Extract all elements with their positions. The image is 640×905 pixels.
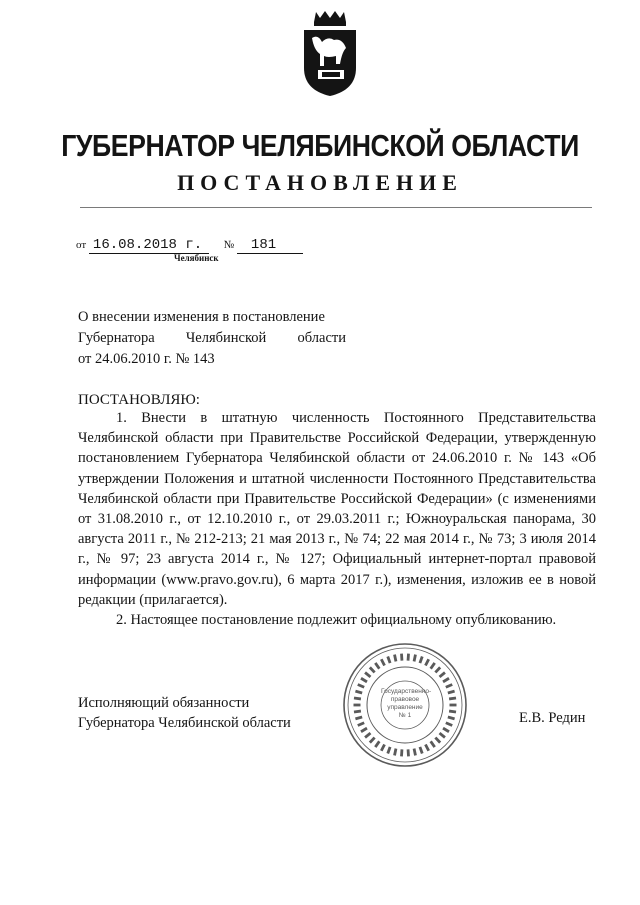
seal-ring-glyph — [434, 666, 441, 673]
seal-line: управление — [387, 704, 423, 711]
seal-ring-glyph — [357, 683, 365, 688]
seal-ring-glyph — [430, 741, 436, 748]
body-paragraph: 2. Настоящее постановление подлежит официальному опубликованию. — [116, 612, 557, 629]
registration-row — [76, 237, 303, 254]
seal-ring-glyph — [449, 697, 456, 701]
seal-line: Государственно- — [381, 688, 432, 695]
document-city: Челябинск — [174, 253, 219, 263]
seal-ring-glyph — [450, 704, 457, 707]
decree-word: ПОСТАНОВЛЯЮ: — [78, 392, 200, 408]
seal-ring-glyph — [386, 746, 391, 754]
signatory-position — [78, 693, 291, 733]
seal-ring-glyph — [439, 732, 446, 739]
header-divider — [80, 207, 592, 208]
signatory-name: Е.В. Редин — [519, 710, 586, 726]
seal-ring-glyph — [360, 727, 367, 733]
document-title: ГУБЕРНАТОР ЧЕЛЯБИНСКОЙ ОБЛАСТИ — [61, 128, 579, 163]
seal-ring-glyph — [354, 710, 361, 714]
document-body — [78, 408, 596, 630]
seal-ring-glyph — [380, 744, 386, 752]
seal-ring-glyph — [447, 690, 454, 695]
date-label: от — [76, 239, 87, 251]
subject-line: О внесении изменения в постановление — [78, 309, 325, 325]
seal-ring-glyph — [445, 683, 453, 688]
seal-ring-glyph — [445, 721, 453, 726]
seal-ring-glyph — [364, 671, 371, 678]
seal-ring-glyph — [424, 744, 430, 752]
seal-ring-glyph — [374, 662, 380, 669]
subject-line: Губернатора Челябинской области — [78, 330, 346, 346]
seal-ring-glyph — [407, 749, 410, 756]
seal-ring-glyph — [407, 654, 410, 661]
seal-ring-glyph — [419, 746, 424, 754]
number-label: № — [223, 239, 235, 251]
seal-ring-glyph — [430, 662, 436, 669]
seal-ring-glyph — [360, 677, 367, 683]
seal-ring-glyph — [355, 690, 362, 695]
seal-ring-glyph — [369, 666, 376, 673]
coat-of-arms-emblem — [298, 8, 362, 98]
seal-ring-glyph — [424, 659, 430, 667]
seal-ring-glyph — [357, 721, 365, 726]
seal-ring-glyph — [393, 654, 397, 661]
seal-ring-glyph — [355, 716, 362, 721]
seal-ring-glyph — [449, 710, 456, 714]
seal-line: № 1 — [398, 712, 412, 719]
seal-ring-glyph — [413, 748, 417, 755]
document-date: 16.08.2018 г. — [89, 237, 209, 254]
seal-ring-glyph — [380, 659, 386, 667]
official-seal — [340, 640, 470, 770]
document-type: ПОСТАНОВЛЕНИЕ — [177, 170, 463, 195]
subject-line: от 24.06.2010 г. № 143 — [78, 351, 215, 367]
seal-ring-glyph — [400, 749, 403, 756]
position-line: Губернатора Челябинской области — [78, 715, 291, 731]
seal-center-text — [381, 688, 432, 720]
seal-ring-glyph — [354, 704, 361, 707]
seal-ring-glyph — [442, 677, 449, 683]
seal-ring-glyph — [447, 716, 454, 721]
seal-ring-glyph — [364, 732, 371, 739]
seal-line: правовое — [390, 696, 420, 703]
seal-ring-glyph — [386, 656, 391, 664]
seal-ring-glyph — [369, 737, 376, 744]
body-paragraph: 1. Внести в штатную численность Постоянного Представительства Челябинской области при Правительстве Российской Федерации, утвержденную постановлением Губернатора Челябинской области от 24.06.2010 г. № 143 «Об утверждении Положения и штатной численности Постоянного Представительства Челябинской области при Правительстве Российской Федерации» (с изменениями от 31.08.2010 г., от 12.10.2010 г., от 29.03.2011 г.; Южноуральская панорама, 30 августа 2011 г., № 212-213; 21 мая 2013 г., № 74; 22 мая 2014 г., № 73; 3 июля 2014 г., № 97; 23 августа 2014 г., № 127; Официальный интернет-портал правовой информации (www.pravo.gov.ru), 6 марта 2017 г.), изменения, изложив ее в новой редакции (прилагается). — [78, 410, 596, 608]
seal-ring-glyph — [419, 656, 424, 664]
seal-ring-glyph — [439, 671, 446, 678]
seal-ring-glyph — [374, 741, 380, 748]
seal-ring-glyph — [442, 727, 449, 733]
document-number: 181 — [237, 237, 303, 254]
seal-ring-glyph — [400, 654, 403, 661]
document-subject — [78, 307, 346, 370]
seal-ring-glyph — [413, 654, 417, 661]
seal-ring-glyph — [393, 748, 397, 755]
seal-ring-glyph — [354, 697, 361, 701]
position-line: Исполняющий обязанности — [78, 695, 250, 711]
seal-ring-glyph — [434, 737, 441, 744]
